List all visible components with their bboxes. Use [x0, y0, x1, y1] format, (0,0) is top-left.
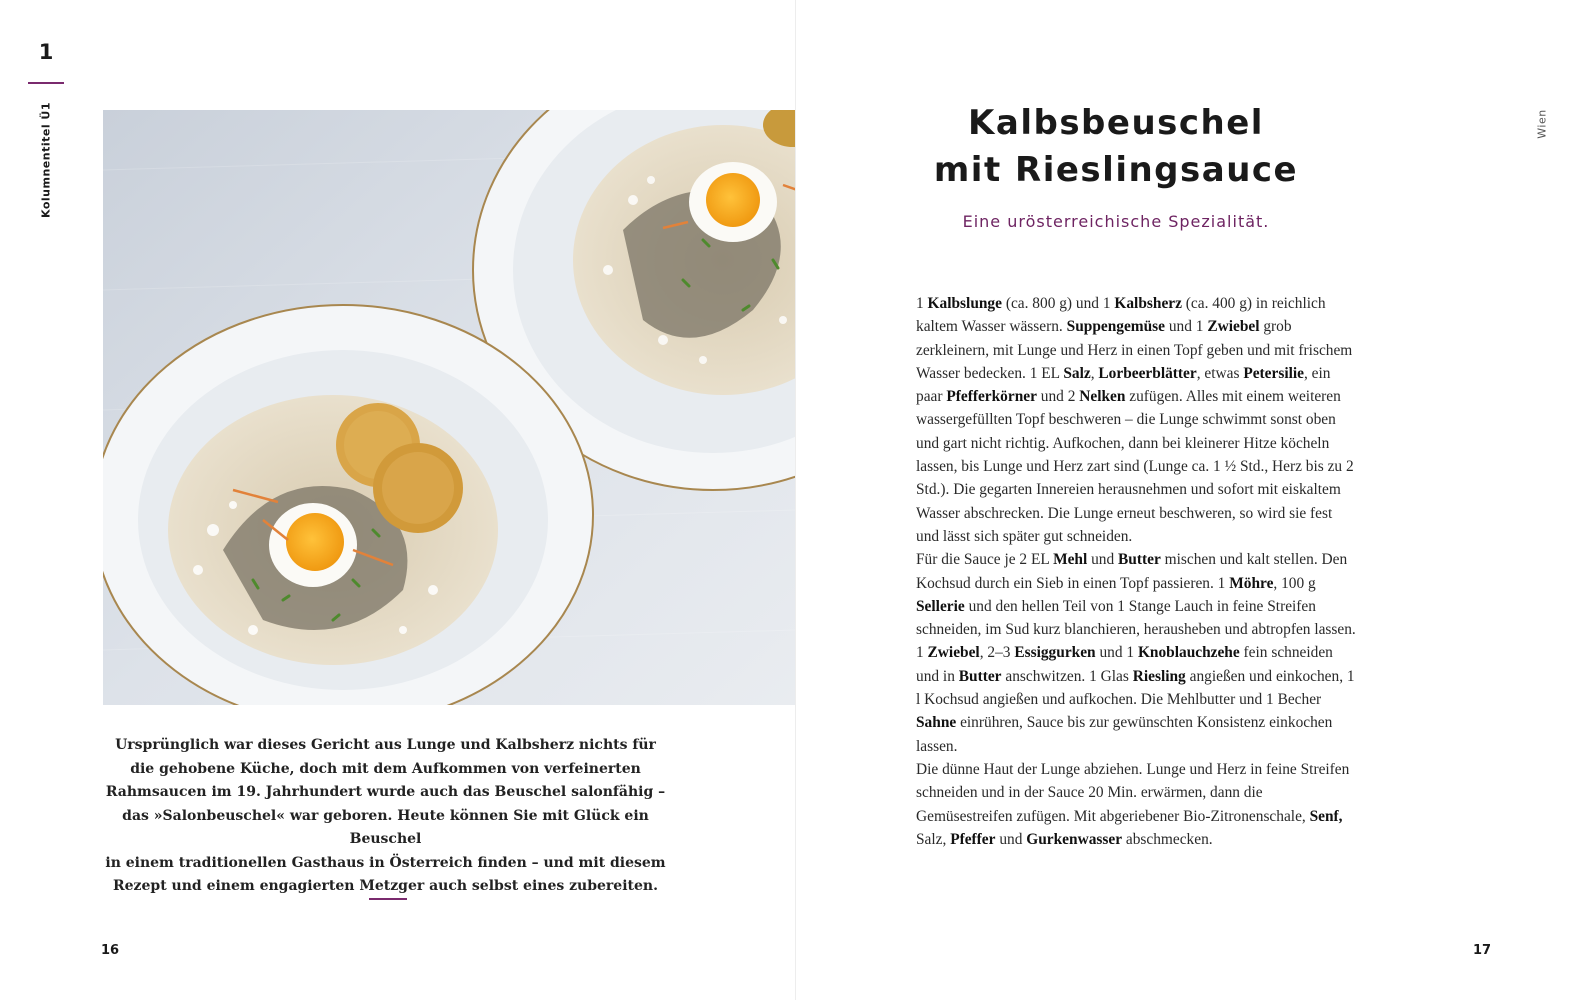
chapter-rule — [28, 82, 64, 84]
recipe-body — [916, 292, 1356, 851]
recipe-title-line: mit Rieslingsauce — [933, 150, 1299, 190]
ingredient-name: Gurkenwasser — [1026, 830, 1123, 848]
ingredient-name: Sellerie — [916, 597, 965, 615]
ingredient-name: Salz — [1063, 364, 1091, 382]
ingredient-name: Möhre — [1229, 574, 1274, 592]
ingredient-name: Butter — [958, 667, 1002, 685]
recipe-text: anschwitzen. 1 Glas — [1001, 667, 1133, 685]
ingredient-name: Pfefferkörner — [946, 388, 1037, 406]
plate-bottom — [103, 305, 593, 705]
recipe-text: (ca. 400 g) in reichlich kaltem Wasser wässern. — [916, 295, 1326, 336]
recipe-title-line: Kalbsbeuschel — [968, 103, 1264, 143]
recipe-text: angießen und einkochen, 1 l Kochsud angießen und aufkochen. Die Mehlbutter und 1 Becher — [916, 667, 1355, 709]
running-head: Kolumnentitel Ü1 — [39, 101, 53, 219]
recipe-text: Für die Sauce je 2 EL — [916, 551, 1054, 569]
recipe-text: und 1 — [1165, 318, 1208, 336]
page-number-left: 16 — [101, 943, 120, 958]
recipe-text: 1 — [916, 295, 928, 312]
dish-photo — [103, 110, 795, 705]
caption-line: Ursprünglich war dieses Gericht aus Lunge und Kalbsherz nichts für — [115, 737, 656, 753]
ingredient-name: Pfeffer — [950, 830, 996, 848]
caption-line: Rezept und einem engagierten Metzger auch selbst eines zubereiten. — [113, 878, 658, 894]
ingredient-name: Nelken — [1079, 388, 1126, 406]
recipe-text: und 1 — [1095, 644, 1138, 662]
caption-line: die gehobene Küche, doch mit dem Aufkommen von verfeinerten — [130, 760, 641, 777]
region-tab: Wien — [1535, 109, 1549, 139]
dish-photo-illustration — [103, 110, 795, 705]
caption-line: in einem traditionellen Gasthaus in Österreich finden – und mit diesem — [105, 854, 666, 871]
recipe-text: , — [1090, 364, 1099, 382]
recipe-text: Salz, — [916, 830, 951, 848]
recipe-paragraph — [916, 758, 1356, 851]
ingredient-name: Riesling — [1132, 667, 1186, 685]
ingredient-name: Kalbsherz — [1114, 295, 1182, 312]
ingredient-name: Essiggurken — [1014, 644, 1096, 662]
recipe-text: , 2–3 — [979, 644, 1015, 662]
recipe-text: , etwas — [1196, 364, 1244, 382]
caption-line: das »Salonbeuschel« war geboren. Heute können Sie mit Glück ein Beuschel — [122, 807, 649, 847]
ingredient-name: Mehl — [1053, 551, 1088, 569]
caption-rule — [369, 898, 407, 900]
recipe-paragraph — [916, 292, 1356, 548]
recipe-text: grob zerkleinern, mit Lunge und Herz in einen Topf geben und mit frischem Wasser bedecken. 1 EL — [916, 318, 1353, 382]
ingredient-name: Butter — [1118, 551, 1161, 569]
page-number-right: 17 — [1473, 943, 1492, 958]
recipe-subtitle: Eine urösterreichische Spezialität. — [962, 212, 1270, 231]
chapter-number: 1 — [38, 40, 54, 64]
recipe-text: (ca. 800 g) und 1 — [1001, 295, 1115, 312]
recipe-text: fein schneiden und in — [916, 644, 1333, 685]
ingredient-name: Petersilie — [1243, 364, 1304, 382]
recipe-text: und — [995, 830, 1027, 848]
ingredient-name: Knoblauchzehe — [1137, 644, 1240, 662]
recipe-text: mischen und kalt stellen. Den Kochsud durch ein Sieb in einen Topf passieren. 1 — [916, 551, 1348, 592]
recipe-title — [906, 100, 1326, 194]
recipe-paragraph — [916, 548, 1356, 758]
recipe-text: Die dünne Haut der Lunge abziehen. Lunge und Herz in feine Streifen schneiden und in der Sauce 20 Min. erwärmen, dann die Gemüsestreifen zufügen. Mit abgeriebener Bio-Zitronenschale, — [916, 760, 1350, 825]
photo-caption — [103, 734, 668, 899]
recipe-text: und 2 — [1036, 388, 1080, 406]
recipe-text: abschmecken. — [1122, 830, 1213, 848]
ingredient-name: Zwiebel — [927, 644, 980, 662]
recipe-text: , ein paar — [916, 364, 1331, 406]
recipe-text: einrühren, Sauce bis zur gewünschten Konsistenz einkochen lassen. — [916, 714, 1333, 755]
recipe-text: , 100 g — [1273, 574, 1316, 592]
ingredient-name: Senf, — [1309, 807, 1343, 825]
recipe-text: und den hellen Teil von 1 Stange Lauch in feine Streifen schneiden, im Sud kurz blanchieren, herausheben und abtropfen lassen. 1 — [916, 597, 1356, 662]
ingredient-name: Zwiebel — [1207, 318, 1260, 336]
ingredient-name: Kalbslunge — [927, 295, 1002, 312]
recipe-text: zufügen. Alles mit einem weiteren wassergefüllten Topf beschweren – die Lunge schwimmt sonst oben und gart nicht richtig. Aufkochen, dann bei kleinerer Hitze köcheln lassen, bis Lunge und Herz zart sind (Lunge ca. 1 ½ Std., Herz bis zu 2 Std.). Die gegarten Innereien herausnehmen und sofort mit eiskaltem Wasser abschrecken. Die Lunge erneut beschweren, so wird sie fest und lässt sich später gut schneiden. — [916, 388, 1354, 545]
ingredient-name: Suppengemüse — [1066, 318, 1165, 336]
caption-line: Rahmsaucen im 19. Jahrhundert wurde auch das Beuschel salonfähig – — [105, 784, 666, 800]
ingredient-name: Sahne — [916, 714, 957, 732]
ingredient-name: Lorbeerblätter — [1098, 364, 1197, 382]
recipe-text: und — [1087, 551, 1119, 569]
right-page — [796, 0, 1585, 1000]
